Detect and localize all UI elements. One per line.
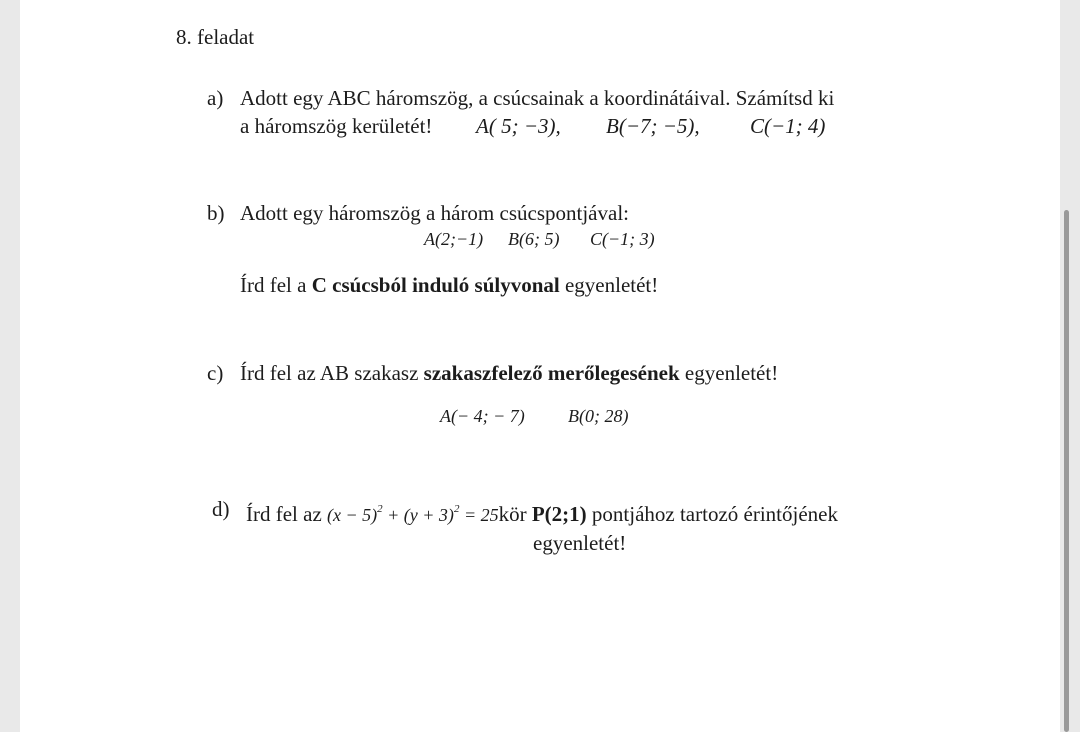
item-c-label: c) — [207, 361, 224, 385]
item-c-task: Írd fel az AB szakasz szakaszfelező merőlegesének egyenletét! — [240, 361, 779, 385]
point-c-B: B(0; 28) — [568, 406, 629, 426]
item-d-task: Írd fel az $(x - 5)^2 + (y + 3)^2$ = 25kör P(2;1) pontjához tartozó érintőjének — [246, 502, 838, 526]
vertical-scrollbar[interactable] — [1064, 210, 1069, 732]
item-d-line2: egyenletét! — [533, 531, 627, 555]
point-a-A: A( 5; −3), — [476, 114, 561, 138]
point-c-A: A(− 4; − 7) — [440, 406, 525, 426]
item-b-label: b) — [207, 201, 225, 225]
point-b-B: B(6; 5) — [508, 229, 560, 249]
item-b-task: Írd fel a C csúcsból induló súlyvonal egyenletét! — [240, 273, 659, 297]
task-heading: 8. feladat — [176, 25, 255, 49]
item-a-line2: a háromszög kerületét! — [240, 114, 433, 138]
point-a-B: B(−7; −5), — [606, 114, 700, 138]
item-a-line1: Adott egy ABC háromszög, a csúcsainak a koordinátáival. Számítsd ki — [240, 86, 835, 110]
point-b-C: C(−1; 3) — [590, 229, 655, 249]
item-d-label: d) — [212, 497, 230, 521]
point-a-C: C(−1; 4) — [750, 114, 826, 138]
item-a-label: a) — [207, 86, 224, 110]
circle-equation: $(x - 5)^2 + (y + 3)^2 = 25$ — [327, 503, 499, 525]
item-b-line1: Adott egy háromszög a három csúcspontjával: — [240, 201, 629, 225]
point-b-A: A(2;−1) — [424, 229, 484, 249]
